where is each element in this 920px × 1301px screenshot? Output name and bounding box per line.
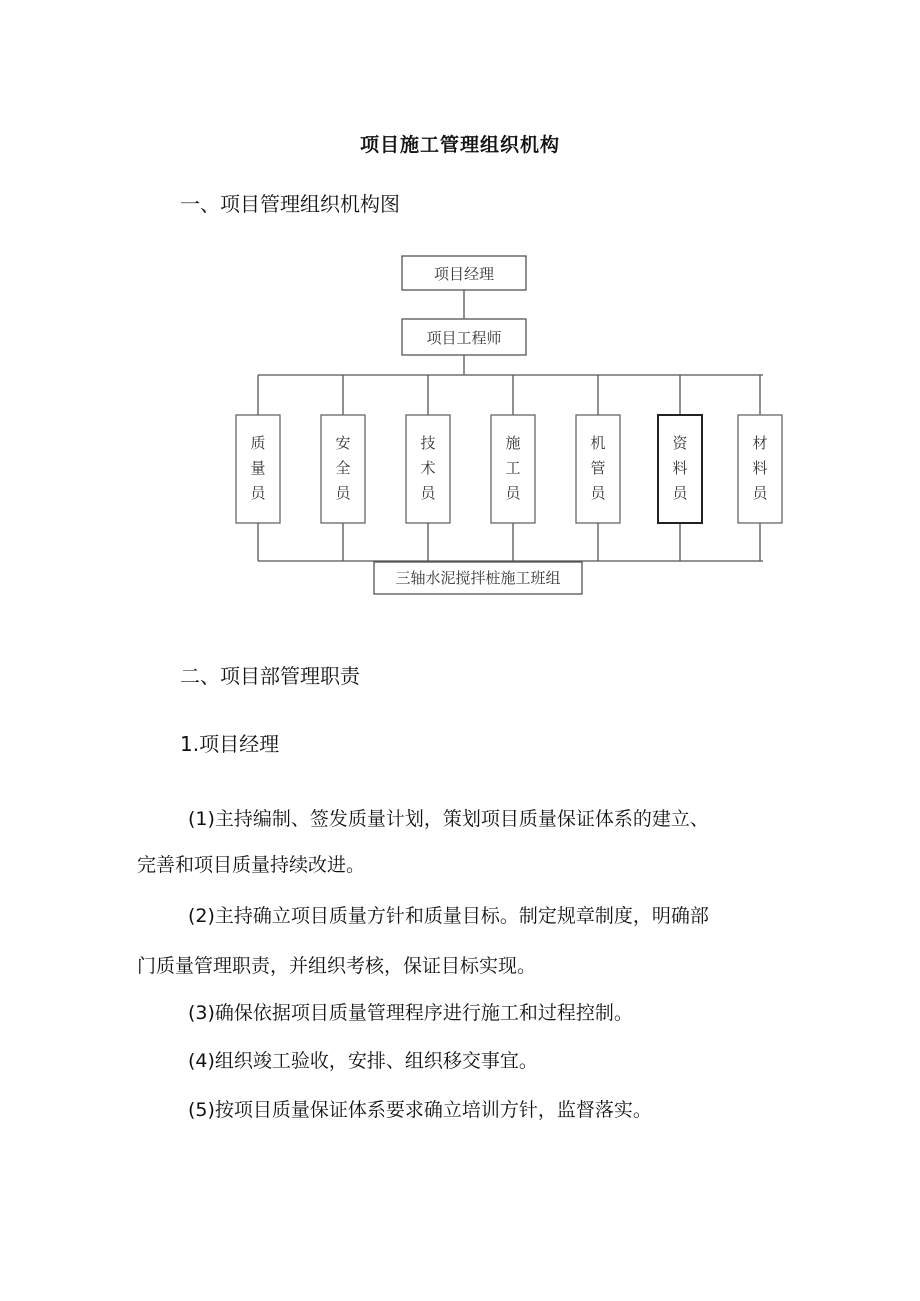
org-role-7-char-1: 材	[752, 434, 768, 452]
section-heading-duties: 二、项目部管理职责	[180, 664, 360, 688]
org-role-1-char-2: 量	[250, 459, 266, 477]
duty-item-2-line2: 门质量管理职责，并组织考核，保证目标实现。	[137, 955, 537, 977]
org-role-2-char-2: 全	[335, 459, 351, 477]
org-role-5-char-3: 员	[590, 484, 606, 502]
org-role-1-char-1: 质	[250, 434, 266, 452]
org-role-2-char-1: 安	[335, 434, 351, 452]
org-role-5-char-2: 管	[590, 459, 606, 477]
org-role-4-char-1: 施	[505, 434, 521, 452]
org-role-3-char-3: 员	[420, 484, 436, 502]
org-chart	[0, 240, 920, 660]
org-box-project-engineer-label: 项目工程师	[426, 329, 502, 347]
duty-item-5: (5)按项目质量保证体系要求确立培训方针，监督落实。	[188, 1099, 652, 1121]
org-role-3-char-2: 术	[420, 459, 436, 477]
duty-item-3: (3)确保依据项目质量管理程序进行施工和过程控制。	[188, 1002, 633, 1024]
duty-item-4: (4)组织竣工验收，安排、组织移交事宜。	[188, 1050, 538, 1072]
org-role-6-char-1: 资	[672, 434, 688, 452]
duty-item-2-line1: (2)主持确立项目质量方针和质量目标。制定规章制度，明确部	[188, 905, 709, 927]
org-role-5-char-1: 机	[590, 434, 606, 452]
org-box-work-team-label: 三轴水泥搅拌桩施工班组	[395, 569, 561, 587]
org-role-1-char-3: 员	[250, 484, 266, 502]
org-role-6-char-3: 员	[672, 484, 688, 502]
org-box-project-manager-label: 项目经理	[433, 265, 495, 283]
page-title: 项目施工管理组织机构	[359, 134, 560, 156]
org-role-6-char-2: 料	[672, 459, 688, 477]
duty-item-1-line2: 完善和项目质量持续改进。	[137, 854, 366, 876]
org-role-4-char-2: 工	[505, 459, 521, 477]
org-role-7-char-3: 员	[752, 484, 768, 502]
org-role-2-char-3: 员	[335, 484, 351, 502]
section-heading-org-chart: 一、项目管理组织机构图	[180, 192, 400, 216]
org-role-4-char-3: 员	[505, 484, 521, 502]
subsection-heading-pm: 1.项目经理	[180, 732, 280, 756]
org-role-3-char-1: 技	[420, 434, 436, 452]
duty-item-1-line1: (1)主持编制、签发质量计划，策划项目质量保证体系的建立、	[188, 808, 709, 830]
org-role-7-char-2: 料	[752, 459, 768, 477]
